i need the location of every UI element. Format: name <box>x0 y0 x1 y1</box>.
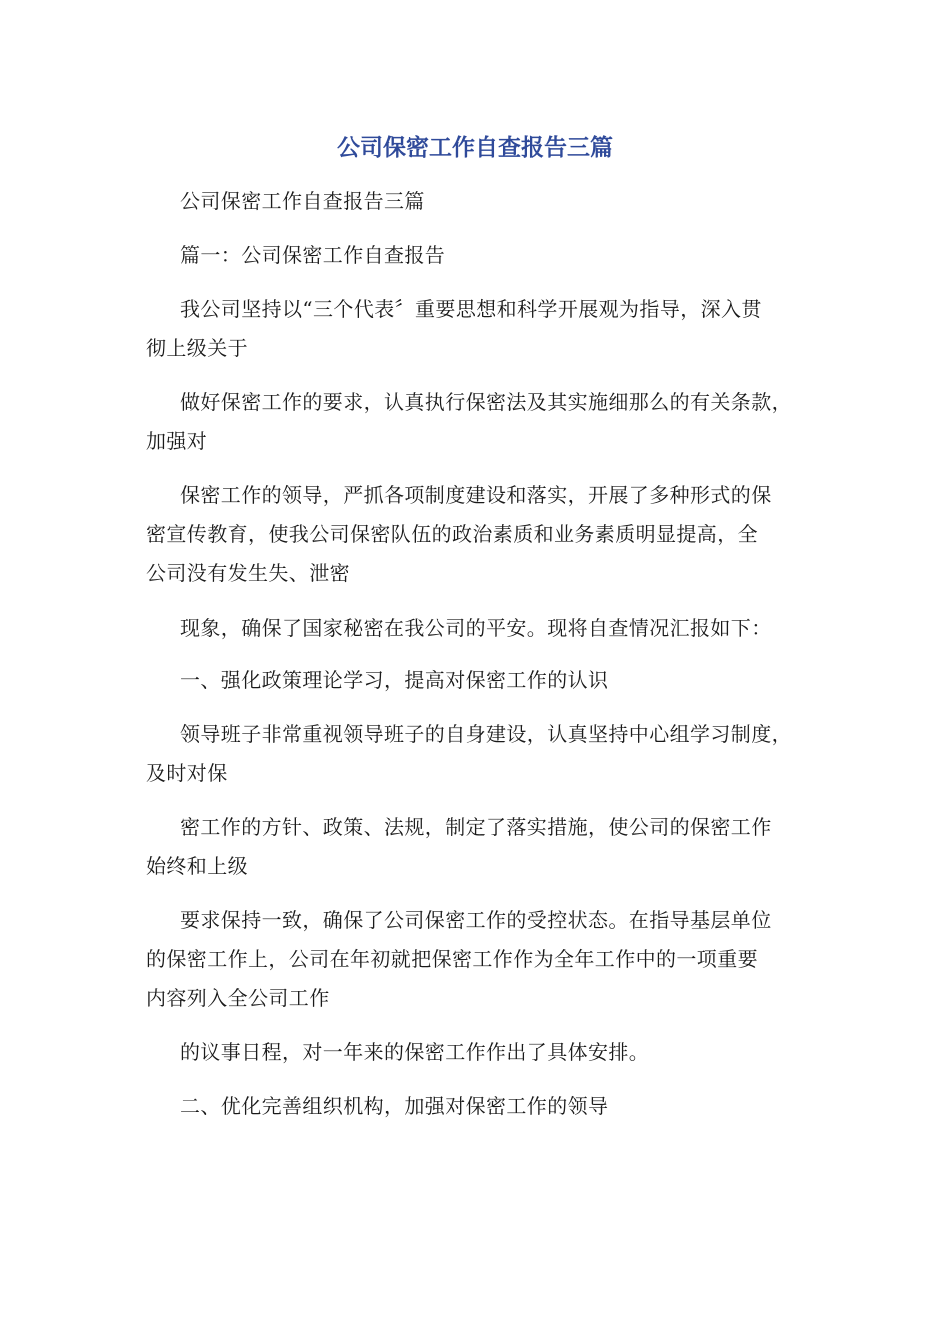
body-paragraph: 保密工作的领导，严抓各项制度建设和落实，开展了多种形式的保 密宣传教育，使我公司保密队伍的政治素质和业务素质明显提高，全 公司没有发生失、泄密 <box>146 483 772 585</box>
body-paragraph: 密工作的方针、政策、法规，制定了落实措施，使公司的保密工作 始终和上级 <box>146 815 772 878</box>
body-paragraph: 要求保持一致，确保了公司保密工作的受控状态。在指导基层单位 的保密工作上，公司在年初就把保密工作作为全年工作中的一项重要 内容列入全公司工作 <box>146 908 772 1010</box>
body-paragraph: 的议事日程，对一年来的保密工作作出了具体安排。 <box>180 1040 650 1064</box>
section-heading-part-one: 篇一：公司保密工作自查报告 <box>180 243 446 267</box>
body-paragraph: 我公司坚持以“三个代表〞重要思想和科学开展观为指导，深入贯 彻上级关于 <box>146 297 762 360</box>
body-paragraph: 做好保密工作的要求，认真执行保密法及其实施细那么的有关条款， 加强对 <box>146 390 792 453</box>
body-paragraph: 现象，确保了国家秘密在我公司的平安。现将自查情况汇报如下： <box>180 616 772 640</box>
document-title: 公司保密工作自查报告三篇 <box>337 135 613 161</box>
section-heading-one: 一、强化政策理论学习，提高对保密工作的认识 <box>180 668 609 692</box>
section-heading-two: 二、优化完善组织机构，加强对保密工作的领导 <box>180 1094 609 1118</box>
subtitle-paragraph: 公司保密工作自查报告三篇 <box>180 189 425 213</box>
body-paragraph: 领导班子非常重视领导班子的自身建设，认真坚持中心组学习制度， 及时对保 <box>146 722 792 785</box>
